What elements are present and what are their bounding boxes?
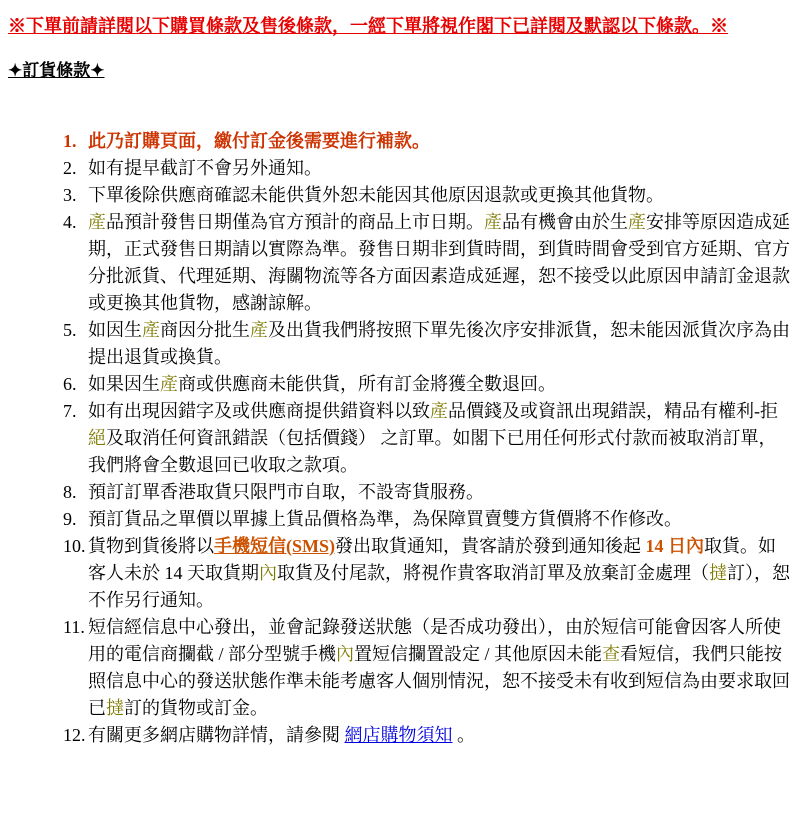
term-number: 9. [63, 509, 77, 529]
text-run: 產 [628, 212, 646, 232]
term-text [88, 209, 793, 317]
term-number: 2. [63, 158, 77, 178]
text-run: 產 [142, 320, 160, 340]
term-item [63, 506, 793, 533]
term-item [63, 479, 793, 506]
text-run: 商或供應商未能供貨，所有訂金將獲全數退回。 [178, 374, 556, 394]
text-run: 安排等原因造成延期，正式發售日期請以實際為準。發售日期非到貨時間，到貨時間會受到官方延期、官方分批派貨、代理延期、海關物流等各方面因素造成延遲，恕不接受以此原因申請訂金退款或更換其他貨物，感謝諒解。 [88, 212, 790, 313]
term-text [88, 479, 793, 506]
text-run: 撻 [709, 563, 727, 583]
term-text [88, 722, 793, 749]
term-text [88, 506, 793, 533]
text-run: 置短信攔置設定 / 其他原因未能 [354, 644, 602, 664]
text-run: 如因生 [88, 320, 142, 340]
term-number: 1. [63, 131, 77, 151]
term-text [88, 128, 793, 155]
text-run: 。 [452, 725, 475, 745]
term-text [88, 614, 793, 722]
text-run: 預訂貨品之單價以單據上貨品價格為準，為保障買賣雙方貨價將不作修改。 [88, 509, 682, 529]
term-text [88, 533, 793, 614]
term-item [63, 398, 793, 479]
text-run: 及取消任何資訊錯誤（包括價錢） 之訂單。如閣下已用任何形式付款而被取消訂單，我們將會全數退回已收取之款項。 [88, 428, 777, 475]
text-run: 產 [88, 212, 106, 232]
text-run: 查 [602, 644, 620, 664]
text-run: 此乃訂購頁面，繳付訂金後需要進行補款。 [88, 131, 430, 151]
term-number: 12. [63, 725, 86, 745]
term-item [63, 533, 793, 614]
term-number: 8. [63, 482, 77, 502]
terms-page [0, 14, 809, 826]
text-run: 產 [250, 320, 268, 340]
term-number: 11. [63, 617, 85, 637]
purchase-notice-banner: ※下單前請詳閱以下購買條款及售後條款，一經下單將視作閣下已詳閱及默認以下條款。※ [8, 16, 728, 36]
term-item [63, 614, 793, 722]
text-run: 如有出現因錯字及或供應商提供錯資料以致 [88, 401, 430, 421]
term-number: 3. [63, 185, 77, 205]
term-item [63, 722, 793, 749]
term-item [63, 317, 793, 371]
text-run: 有關更多網店購物詳情，請參閱 [88, 725, 345, 745]
text-run: 發出取貨通知，貴客請於發到通知後起 [335, 536, 646, 556]
text-run: 內 [336, 644, 354, 664]
term-text [88, 371, 793, 398]
text-run: 內 [259, 563, 277, 583]
text-run: 取貨及付尾款，將視作貴客取消訂單及放棄訂金處理（ [277, 563, 709, 583]
term-text [88, 182, 793, 209]
text-run: 貨物到貨後將以 [88, 536, 214, 556]
text-run: 撻 [106, 698, 124, 718]
text-run: 下單後除供應商確認未能供貨外恕未能因其他原因退款或更換其他貨物。 [88, 185, 664, 205]
text-run: 短信經信息中心發出，並會記錄發送狀態（是否成功發出），由於短信可能會因客人所使用的電信商攔截 / 部分型號手機 [88, 617, 781, 664]
text-run: 14 日內 [645, 536, 704, 556]
term-item [63, 128, 793, 155]
text-run: 產 [160, 374, 178, 394]
text-run: 及出貨我們將按照下單先後次序安排派貨，恕未能因派貨次序為由提出退貨或換貨。 [88, 320, 790, 367]
term-text [88, 398, 793, 479]
text-run: 品價錢及或資訊出現錯誤，精品有權利-拒 [448, 401, 778, 421]
section-title-order-terms: ✦訂貨條款✦ [8, 61, 105, 80]
terms-list [0, 128, 809, 749]
text-run: 絕 [88, 428, 106, 448]
term-text [88, 317, 793, 371]
text-run: 取貨。如客人未於 14 天取貨期 [88, 536, 776, 583]
text-run: 商因分批生 [160, 320, 250, 340]
text-run: 品預計發售日期僅為官方預計的商品上市日期。 [106, 212, 484, 232]
text-run: 產 [484, 212, 502, 232]
text-run: 看短信，我們只能按照信息中心的發送狀態作準未能考慮客人個別情況，恕不接受未有收到短信為由要求取回已 [88, 644, 790, 718]
text-run: 如果因生 [88, 374, 160, 394]
text-run: 品有機會由於生 [502, 212, 628, 232]
term-item [63, 182, 793, 209]
text-run: 產 [430, 401, 448, 421]
text-run: 如有提早截訂不會另外通知。 [88, 158, 322, 178]
term-text [88, 155, 793, 182]
term-item [63, 155, 793, 182]
text-run: 預訂訂單香港取貨只限門市自取，不設寄貨服務。 [88, 482, 484, 502]
term-number: 6. [63, 374, 77, 394]
term-number: 4. [63, 212, 77, 232]
term-number: 5. [63, 320, 77, 340]
text-run: 訂的貨物或訂金。 [124, 698, 268, 718]
text-run: 訂），恕不作另行通知。 [88, 563, 790, 610]
text-run: 手機短信(SMS) [214, 536, 335, 556]
shop-guide-link[interactable]: 網店購物須知 [344, 725, 453, 745]
term-item [63, 371, 793, 398]
term-item [63, 209, 793, 317]
term-number: 7. [63, 401, 77, 421]
term-number: 10. [63, 536, 86, 556]
